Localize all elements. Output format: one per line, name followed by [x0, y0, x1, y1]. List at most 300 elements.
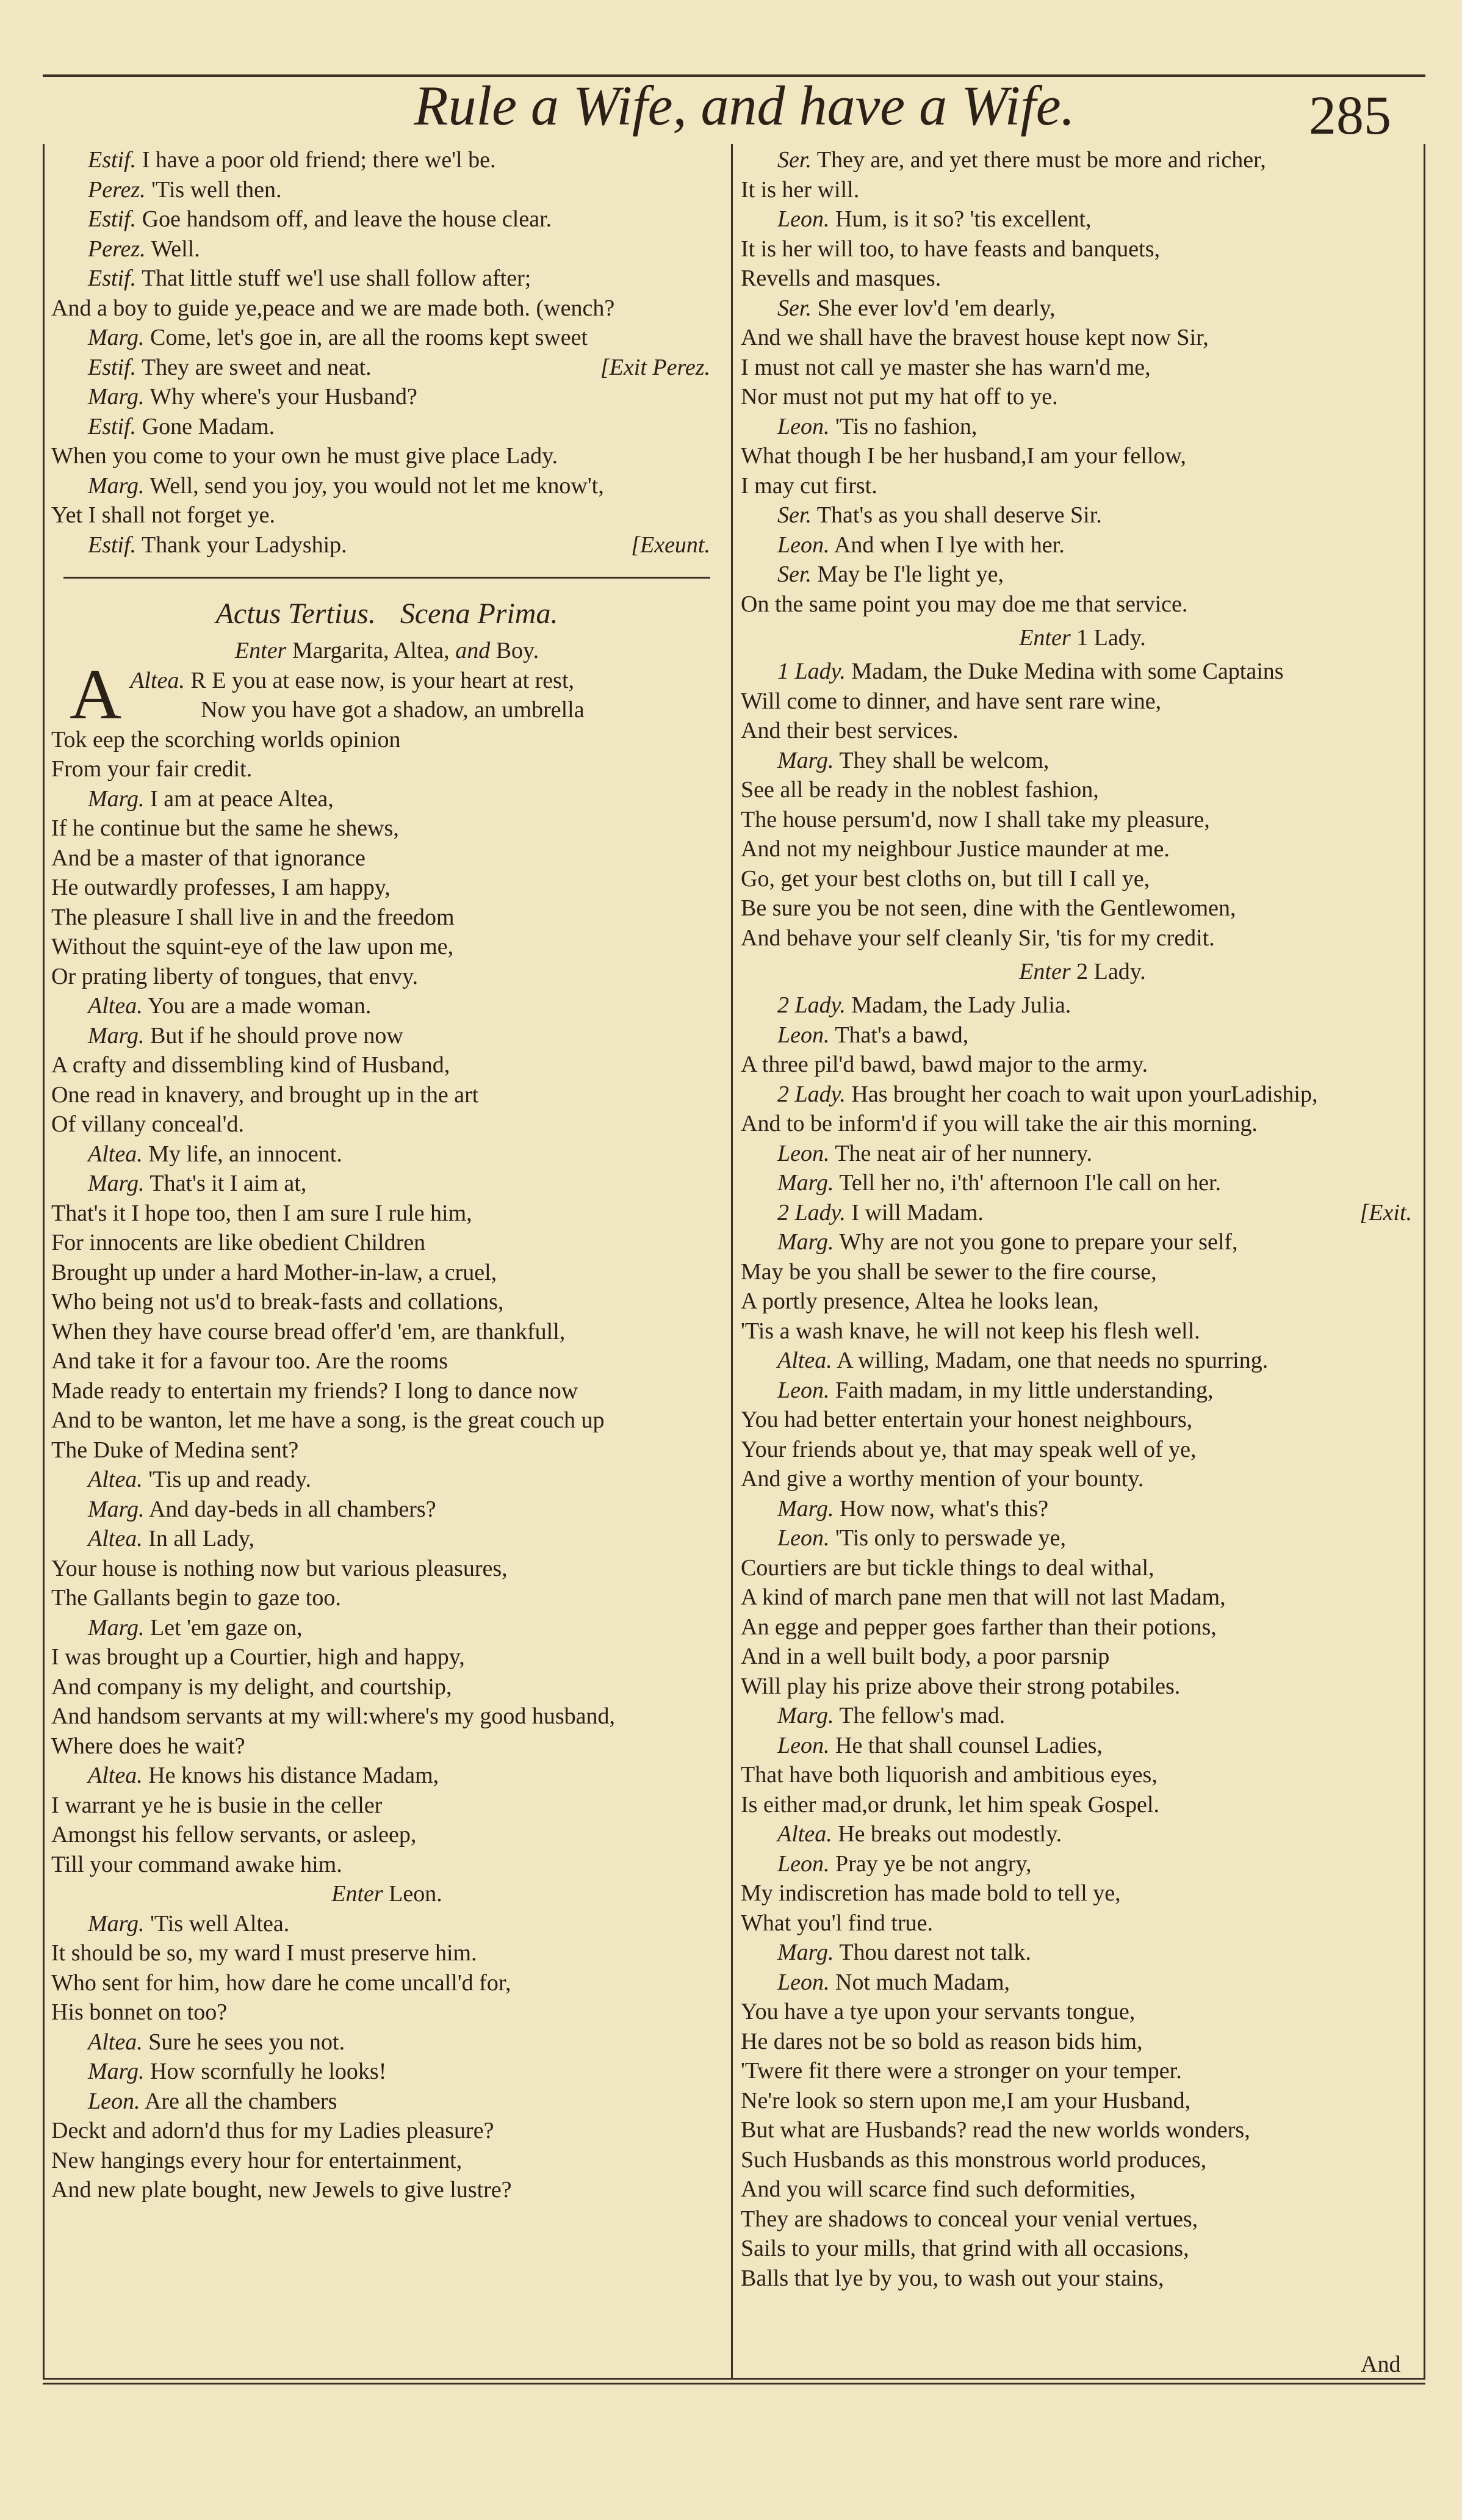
verse-line — [51, 1346, 722, 1376]
speaker-name: 2 Lady. — [777, 1199, 846, 1226]
right-lines-a — [741, 145, 1424, 619]
verse-line — [741, 1553, 1424, 1583]
line-text: How now, what's this? — [840, 1495, 1049, 1522]
line-text: Ne're look so stern upon me,I am your Husband, — [741, 2087, 1191, 2114]
verse-line — [51, 1791, 722, 1821]
line-text: On the same point you may doe me that service. — [741, 591, 1188, 617]
line-text: I must not call ye master she has warn'd me, — [741, 354, 1151, 380]
verse-line — [741, 1523, 1424, 1553]
line-text: An egge and pepper goes farther than their potions, — [741, 1614, 1217, 1640]
line-text: It is her will. — [741, 176, 860, 203]
speaker-name: Marg. — [88, 2059, 145, 2084]
speaker-name: Leon. — [777, 1377, 830, 1403]
verse-line — [741, 204, 1424, 234]
verse-line — [741, 1376, 1424, 1406]
stage-direction-exit: [Exit. — [1359, 1199, 1412, 1226]
act-heading: Actus Tertius. Scena Prima. — [215, 598, 558, 630]
speaker-name: Ser. — [777, 502, 812, 528]
line-text: 'Tis no fashion, — [835, 413, 978, 439]
speaker-name: Leon. — [777, 532, 830, 558]
verse-line — [51, 1761, 722, 1791]
line-text: And you will scarce find such deformities, — [741, 2176, 1136, 2202]
verse-line — [51, 1850, 722, 1880]
verse-line — [51, 1909, 722, 1939]
right-lines-b — [741, 657, 1424, 953]
verse-line — [741, 560, 1424, 590]
line-text: He knows his distance Madam, — [148, 1763, 439, 1788]
verse-line — [741, 1227, 1424, 1257]
speaker-name: Perez. — [88, 236, 146, 262]
verse-line — [741, 1287, 1424, 1316]
verse-line — [741, 1879, 1424, 1908]
verse-line — [741, 175, 1424, 205]
verse-line — [51, 1524, 722, 1554]
verse-line — [51, 2027, 722, 2057]
verse-line — [741, 2086, 1424, 2116]
line-text: They are shadows to conceal your venial vertues, — [741, 2206, 1198, 2232]
line-text: If he continue but the same he shews, — [51, 815, 399, 841]
line-text: My indiscretion has made bold to tell ye, — [741, 1880, 1121, 1906]
line-text: Deckt and adorn'd thus for my Ladies pleasure? — [51, 2118, 494, 2143]
verse-line — [51, 2175, 722, 2205]
line-text: Courtiers are but tickle things to deal withal, — [741, 1554, 1154, 1581]
line-text: I have a poor old friend; there we'l be. — [142, 147, 496, 173]
line-text: From your fair credit. — [51, 756, 253, 782]
speaker-name: Marg. — [777, 1495, 834, 1522]
speaker-name: Estif. — [88, 147, 137, 173]
verse-line — [51, 2116, 722, 2146]
verse-line — [741, 1109, 1424, 1139]
line-text: Till your command awake him. — [51, 1851, 342, 1877]
speaker-name: Estif. — [88, 413, 137, 439]
verse-line — [51, 1376, 722, 1406]
drop-cap-speech — [51, 654, 722, 734]
line-text: And company is my delight, and courtship, — [51, 1673, 452, 1700]
verse-line — [741, 1257, 1424, 1287]
line-text: Well. — [151, 236, 200, 262]
verse-line — [741, 1583, 1424, 1612]
stage-direction-exit: [Exit Perez. — [600, 354, 710, 380]
verse-line — [741, 1139, 1424, 1169]
verse-line — [741, 590, 1424, 619]
verse-line — [741, 1612, 1424, 1642]
line-text: Are all the chambers — [144, 2088, 337, 2114]
line-text: One read in knavery, and brought up in the art — [51, 1081, 479, 1108]
stage-direction-enter: Enter Margarita, Altea, and Boy. — [234, 638, 539, 663]
verse-line — [741, 2264, 1424, 2294]
line-text: And in a well built body, a poor parsnip — [741, 1644, 1110, 1669]
line-text: And be a master of that ignorance — [51, 845, 366, 871]
line-text: Nor must not put my hat off to ye. — [741, 384, 1058, 410]
verse-line — [741, 1168, 1424, 1198]
speaker-name: Estif. — [88, 354, 137, 380]
catchword: And — [1361, 2352, 1401, 2377]
speaker-name: Leon. — [777, 1140, 830, 1166]
speaker-name: Leon. — [777, 1022, 830, 1048]
line-text: And behave your self cleanly Sir, 'tis for my credit. — [741, 925, 1215, 951]
verse-line — [51, 1672, 722, 1702]
drop-line-1: Altea. A R E you at ease now, is your heart at rest, — [70, 654, 574, 734]
verse-line — [741, 1968, 1424, 1998]
speaker-name: Marg. — [777, 1940, 834, 1965]
line-text: That's as you shall deserve Sir. — [816, 502, 1102, 528]
verse-line — [51, 471, 722, 501]
verse-line — [51, 1021, 722, 1051]
line-text: Why are not you gone to prepare your self, — [839, 1229, 1238, 1255]
line-text: That's it I hope too, then I am sure I rule him, — [51, 1200, 472, 1226]
line-text: Tok eep the scorching worlds opinion — [51, 726, 401, 753]
line-text: Who being not us'd to break-fasts and collations, — [51, 1289, 504, 1315]
line-text: And to be inform'd if you will take the air this morning. — [741, 1111, 1258, 1136]
verse-line — [741, 234, 1424, 264]
line-text: I am at peace Altea, — [150, 785, 334, 812]
line-text: Come, let's goe in, are all the rooms kept sweet — [150, 325, 588, 350]
line-text: When you come to your own he must give place Lady. — [51, 443, 558, 469]
line-text: But what are Husbands? read the new worlds wonders, — [741, 2117, 1250, 2143]
speaker-name: Marg. — [88, 1022, 145, 1049]
speaker-name: Altea. — [88, 1763, 143, 1788]
verse-line — [741, 1997, 1424, 2027]
line-text: May be I'le light ye, — [817, 561, 1004, 587]
verse-line — [741, 1346, 1424, 1376]
line-text: 'Twere fit there were a stronger on your temper. — [741, 2058, 1182, 2084]
verse-line — [741, 2027, 1424, 2057]
line-text: The Duke of Medina sent? — [51, 1437, 299, 1463]
verse-line — [51, 1050, 722, 1080]
verse-line — [51, 1406, 722, 1435]
line-text: Will play his prize above their strong potabiles. — [741, 1673, 1181, 1699]
verse-line — [741, 1819, 1424, 1849]
speaker-name: Altea. — [88, 993, 143, 1019]
line-text: Sure he sees you not. — [148, 2029, 345, 2055]
left-column — [51, 145, 722, 2205]
speaker-name: Marg. — [88, 325, 145, 350]
speaker-name: Ser. — [777, 147, 812, 173]
line-text: And to be wanton, let me have a song, is the great couch up — [51, 1407, 605, 1433]
line-text: In all Lady, — [148, 1526, 254, 1551]
line-text: A kind of march pane men that will not last Madam, — [741, 1584, 1226, 1610]
line-text: And day-beds in all chambers? — [148, 1496, 436, 1522]
verse-line — [51, 784, 722, 814]
verse-line — [741, 471, 1424, 501]
verse-line — [51, 1258, 722, 1288]
speaker-name: Estif. — [88, 265, 137, 291]
right-lines-c — [741, 991, 1424, 2293]
verse-line — [741, 1938, 1424, 1968]
verse-line — [741, 1701, 1424, 1731]
stage-direction-enter-2-lady: Enter 2 Lady. — [1019, 959, 1146, 984]
verse-line — [51, 725, 722, 755]
line-text: Who sent for him, how dare he come uncall'd for, — [51, 1969, 511, 1996]
speaker-name: Altea. — [88, 1526, 143, 1551]
line-text: His bonnet on too? — [51, 1999, 228, 2025]
line-text: A portly presence, Altea he looks lean, — [741, 1288, 1099, 1314]
page-number: 285 — [1309, 85, 1391, 146]
verse-line — [51, 1583, 722, 1613]
line-text: And their best services. — [741, 718, 959, 743]
verse-line — [741, 412, 1424, 442]
line-text: 'Tis a wash knave, he will not keep his flesh well. — [741, 1318, 1200, 1344]
footer-rule — [43, 2383, 1425, 2385]
verse-line — [741, 1316, 1424, 1346]
line-text: Be sure you be not seen, dine with the Gentlewomen, — [741, 895, 1236, 921]
line-text: He outwardly professes, I am happy, — [51, 875, 391, 900]
speaker-name: Altea. — [88, 2029, 143, 2055]
line-text: What though I be her husband,I am your fellow, — [741, 443, 1186, 469]
line-text: I warrant ye he is busie in the celler — [51, 1792, 383, 1818]
verse-line — [51, 843, 722, 873]
line-text: That little stuff we'l use shall follow after; — [142, 265, 531, 291]
line-text: The fellow's mad. — [839, 1703, 1006, 1728]
speaker-name: Marg. — [777, 1229, 834, 1255]
line-text: Without the squint-eye of the law upon me, — [51, 934, 454, 959]
speaker-name: Altea. — [88, 1467, 143, 1492]
verse-line — [741, 805, 1424, 835]
speaker-name: Marg. — [88, 785, 145, 812]
verse-line — [51, 1465, 722, 1495]
line-text: Tell her no, i'th' afternoon I'le call on her. — [839, 1170, 1222, 1196]
verse-line — [741, 2175, 1424, 2204]
line-text: That's a bawd, — [835, 1022, 969, 1048]
verse-line — [51, 353, 722, 383]
line-text: Balls that lye by you, to wash out your stains, — [741, 2265, 1164, 2291]
line-text: Madam, the Lady Julia. — [851, 992, 1071, 1018]
line-text: Your friends about ye, that may speak well of ye, — [741, 1436, 1197, 1462]
speaker-name: Marg. — [777, 747, 834, 773]
verse-line — [51, 1642, 722, 1672]
verse-line — [741, 1760, 1424, 1790]
speaker-name: Perez. — [88, 176, 146, 203]
drop-line-2: Now you have got a shadow, an umbrella — [201, 697, 585, 723]
speaker-name: Marg. — [88, 1171, 145, 1196]
line-text: See all be ready in the noblest fashion, — [741, 777, 1099, 803]
line-text: A three pil'd bawd, bawd major to the army. — [741, 1052, 1148, 1077]
verse-line — [51, 204, 722, 234]
speaker-name: Altea. — [777, 1821, 832, 1847]
verse-line — [741, 530, 1424, 560]
speaker-name: Marg. — [88, 1614, 145, 1641]
speaker-name: Marg. — [88, 1910, 145, 1937]
verse-line — [741, 1464, 1424, 1494]
verse-line — [51, 441, 722, 471]
line-text: She ever lov'd 'em dearly, — [817, 295, 1056, 321]
line-text: The neat air of her nunnery. — [835, 1140, 1093, 1166]
verse-line — [51, 145, 722, 175]
speaker-name: Marg. — [88, 384, 145, 410]
speaker-name: Leon. — [88, 2088, 140, 2114]
verse-line — [51, 2087, 722, 2117]
line-text: Such Husbands as this monstrous world produces, — [741, 2146, 1207, 2173]
line-text: It is her will too, to have feasts and banquets, — [741, 236, 1161, 262]
verse-line — [741, 2145, 1424, 2175]
column-divider — [731, 144, 733, 2378]
line-text: You are a made woman. — [147, 993, 372, 1019]
line-text: I was brought up a Courtier, high and happy, — [51, 1644, 465, 1670]
line-text: Not much Madam, — [835, 1969, 1010, 1995]
speaker-name: Leon. — [777, 1732, 830, 1758]
line-text: Has brought her coach to wait upon yourLadiship, — [851, 1081, 1318, 1107]
speaker-name: Leon. — [777, 413, 830, 439]
line-text: 'Tis well then. — [151, 176, 282, 203]
verse-line — [51, 903, 722, 933]
line-text: Of villany conceal'd. — [51, 1111, 245, 1137]
line-text: For innocents are like obedient Children — [51, 1230, 426, 1255]
verse-line — [51, 1435, 722, 1465]
verse-line — [741, 294, 1424, 323]
line-text: Hum, is it so? 'tis excellent, — [835, 206, 1092, 232]
verse-line — [741, 323, 1424, 353]
line-text: A willing, Madam, one that needs no spurring. — [837, 1348, 1269, 1373]
line-text: And we shall have the bravest house kept now Sir, — [741, 325, 1209, 350]
verse-line — [741, 1020, 1424, 1050]
line-text: Made ready to entertain my friends? I long to dance now — [51, 1377, 578, 1404]
verse-line — [51, 1938, 722, 1968]
verse-line — [51, 1495, 722, 1525]
line-text: The Gallants begin to gaze too. — [51, 1585, 341, 1611]
verse-line — [741, 1642, 1424, 1672]
verse-line — [51, 1139, 722, 1169]
verse-line — [741, 1050, 1424, 1080]
line-text: Thank your Ladyship. — [142, 532, 347, 558]
verse-line — [51, 1731, 722, 1761]
line-text: He that shall counsel Ladies, — [835, 1732, 1103, 1758]
line-text: And give a worthy mention of your bounty. — [741, 1466, 1144, 1492]
verse-line — [51, 1998, 722, 2027]
verse-line — [741, 145, 1424, 175]
verse-line — [51, 382, 722, 412]
verse-line — [51, 1554, 722, 1584]
left-lines-c — [51, 1909, 722, 2205]
line-text: And handsom servants at my will:where's my good husband, — [51, 1703, 616, 1729]
line-text: Thou darest not talk. — [839, 1940, 1031, 1965]
verse-line — [741, 991, 1424, 1020]
verse-line — [741, 2204, 1424, 2234]
line-text: But if he should prove now — [150, 1022, 403, 1049]
verse-line — [51, 1317, 722, 1347]
line-text: Well, send you joy, you would not let me know't, — [149, 472, 604, 499]
line-text: 'Tis well Altea. — [150, 1910, 290, 1937]
verse-line — [51, 1080, 722, 1110]
verse-line — [741, 834, 1424, 864]
line-text: They are sweet and neat. — [142, 354, 372, 380]
line-text: Sails to your mills, that grind with all occasions, — [741, 2236, 1189, 2261]
line-text: Where does he wait? — [51, 1733, 245, 1759]
speaker-name: 1 Lady. — [777, 659, 846, 684]
verse-line — [741, 1849, 1424, 1879]
line-text: Gone Madam. — [142, 413, 275, 439]
verse-line — [51, 1110, 722, 1139]
speaker-name: Marg. — [777, 1703, 834, 1728]
verse-line — [51, 754, 722, 784]
left-lines-b — [51, 725, 722, 1880]
verse-line — [741, 657, 1424, 687]
line-text: Go, get your best cloths on, but till I call ye, — [741, 865, 1150, 892]
speaker-name: Estif. — [88, 532, 137, 558]
verse-line — [51, 1228, 722, 1258]
stage-direction-enter-1-lady: Enter 1 Lady. — [1019, 625, 1146, 651]
line-text: My life, an innocent. — [148, 1141, 342, 1167]
line-text: The house persum'd, now I shall take my pleasure, — [741, 806, 1210, 832]
line-text: Madam, the Duke Medina with some Captains — [851, 659, 1284, 684]
verse-line — [741, 1080, 1424, 1110]
verse-line — [741, 1198, 1424, 1228]
drop-cap-letter: A — [70, 654, 122, 734]
speaker-name: Leon. — [777, 1850, 830, 1877]
verse-line — [51, 814, 722, 843]
line-text: Or prating liberty of tongues, that envy. — [51, 963, 419, 989]
verse-line — [51, 1199, 722, 1229]
verse-line — [741, 1908, 1424, 1938]
speaker-name: Marg. — [88, 472, 145, 499]
line-text: A crafty and dissembling kind of Husband, — [51, 1052, 450, 1078]
line-text: He dares not be so bold as reason bids him, — [741, 2028, 1143, 2054]
line-text: Why where's your Husband? — [149, 384, 417, 410]
verse-line — [51, 175, 722, 205]
line-text: New hangings every hour for entertainment, — [51, 2147, 463, 2173]
speaker-name: Leon. — [777, 1969, 830, 1995]
line-text: That's it I aim at, — [149, 1171, 307, 1196]
verse-line — [51, 264, 722, 294]
verse-line — [741, 264, 1424, 294]
verse-line — [741, 2234, 1424, 2264]
scene-rule — [63, 577, 710, 579]
verse-line — [51, 530, 722, 560]
line-text: You have a tye upon your servants tongue, — [741, 1999, 1136, 2024]
line-text: I will Madam. — [851, 1199, 984, 1226]
line-text: They are, and yet there must be more and richer, — [816, 147, 1266, 173]
line-text: Faith madam, in my little understanding, — [835, 1377, 1214, 1403]
verse-line — [741, 2115, 1424, 2145]
speaker-name: Leon. — [777, 206, 830, 232]
verse-line — [741, 1494, 1424, 1524]
line-text: How scornfully he looks! — [150, 2059, 387, 2084]
verse-line — [741, 1405, 1424, 1435]
line-text: The pleasure I shall live in and the freedom — [51, 904, 455, 930]
verse-line — [741, 2056, 1424, 2086]
stage-direction-exit: [Exeunt. — [631, 532, 710, 558]
verse-line — [741, 1672, 1424, 1702]
speaker-name: Altea. — [777, 1348, 832, 1373]
verse-line — [51, 1702, 722, 1731]
line-text: That have both liquorish and ambitious eyes, — [741, 1762, 1158, 1788]
verse-line — [51, 873, 722, 903]
verse-line — [51, 962, 722, 992]
line-text: Is either mad,or drunk, let him speak Gospel. — [741, 1791, 1159, 1818]
line-text: And new plate bought, new Jewels to give lustre? — [51, 2177, 512, 2203]
speaker-name: Marg. — [777, 1170, 834, 1196]
speaker-name: Ser. — [777, 295, 812, 321]
line-text: 'Tis only to perswade ye, — [835, 1525, 1067, 1551]
verse-line — [51, 2057, 722, 2087]
running-title: Rule a Wife, and have a Wife. — [414, 74, 1075, 137]
verse-line — [51, 1820, 722, 1850]
verse-line — [741, 382, 1424, 412]
verse-line — [741, 1435, 1424, 1465]
line-text: And when I lye with her. — [834, 532, 1065, 558]
line-text: May be you shall be sewer to the fire course, — [741, 1258, 1157, 1285]
verse-line — [741, 894, 1424, 923]
line-text: And take it for a favour too. Are the rooms — [51, 1348, 448, 1374]
left-lines-a — [51, 145, 722, 560]
line-text: Pray ye be not angry, — [835, 1850, 1032, 1877]
verse-line — [741, 441, 1424, 471]
verse-line — [51, 1169, 722, 1199]
verse-line — [51, 294, 722, 323]
line-text: 'Tis up and ready. — [148, 1467, 312, 1492]
verse-line — [741, 687, 1424, 717]
verse-line — [741, 1790, 1424, 1820]
verse-line — [741, 353, 1424, 383]
